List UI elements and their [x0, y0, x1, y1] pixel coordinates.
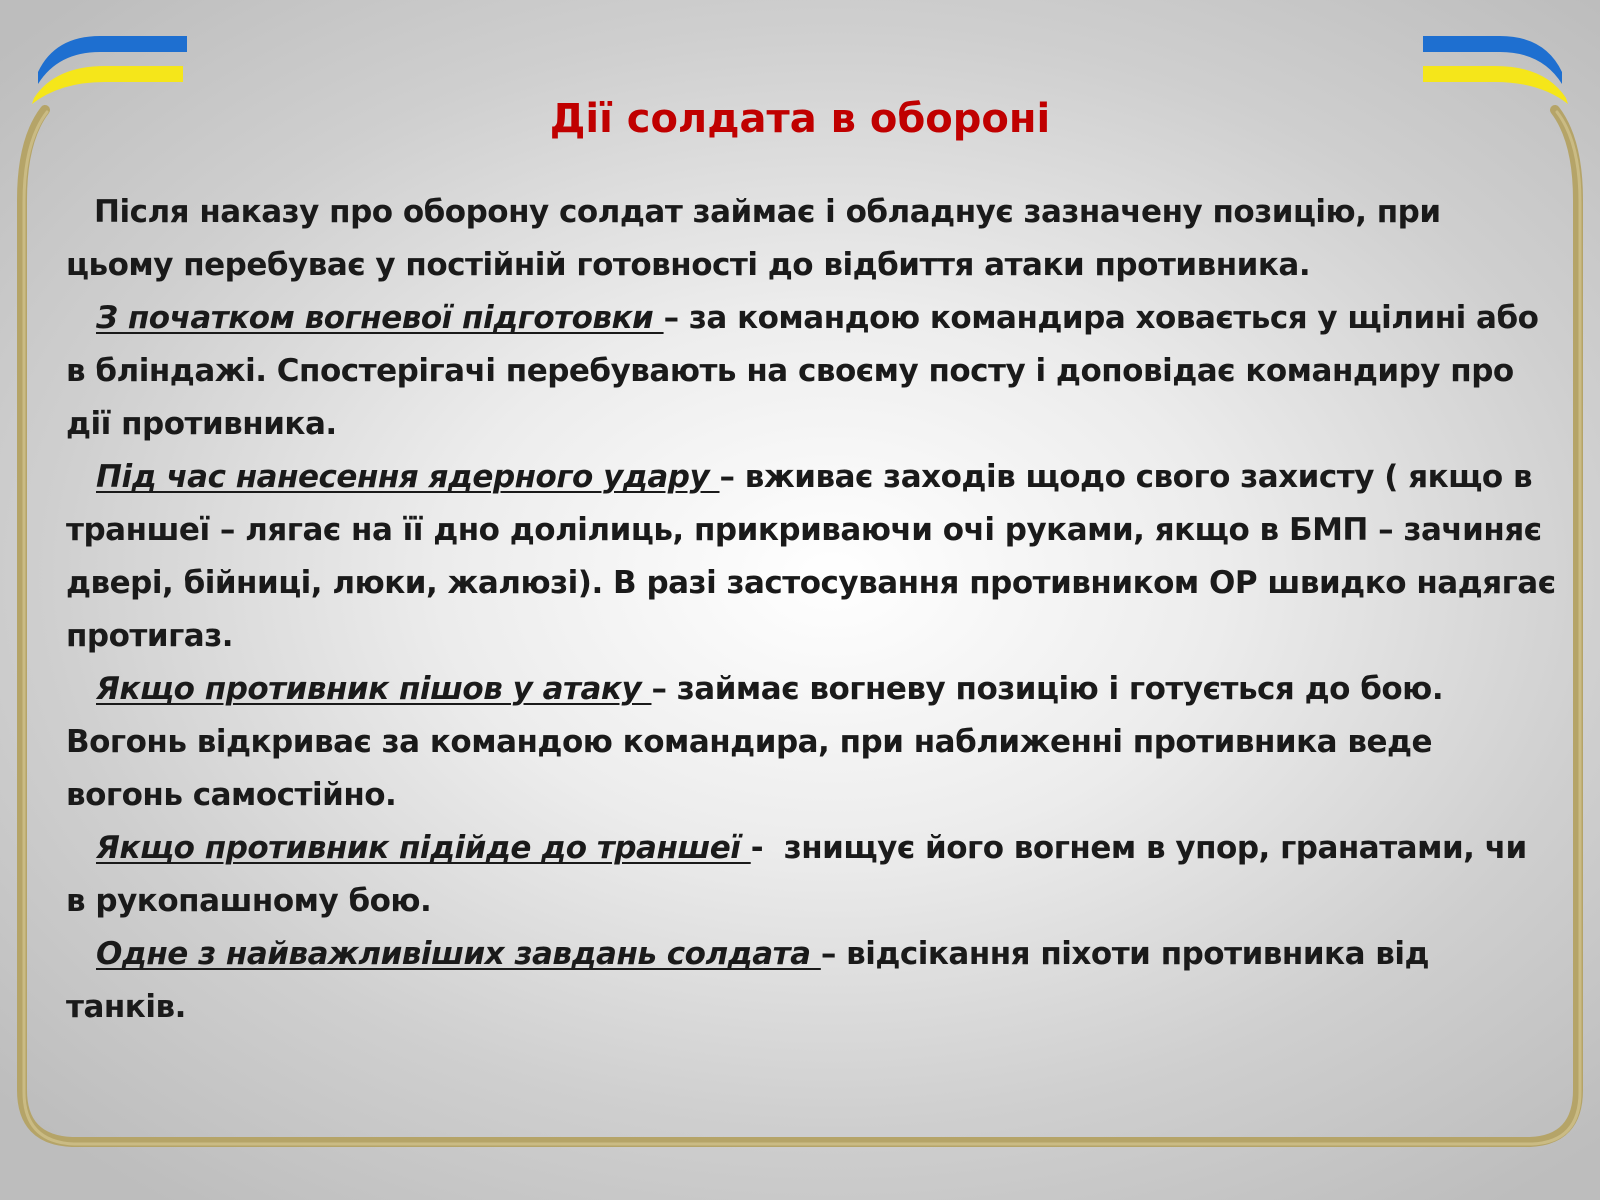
item-lead: Одне з найважливіших завдань солдата: [96, 936, 821, 972]
intro-paragraph: [66, 186, 1556, 292]
slide-title: Дії солдата в обороні: [549, 96, 1051, 142]
item-text: знищує його вогнем в упор, гранатами, чи в рукопашному бою.: [66, 830, 1538, 919]
item-lead: Якщо противник пішов у атаку: [96, 671, 652, 707]
intro-text: Після наказу про оборону солдат займає і обладнує зазначену позицію, при цьому перебуває у постійній готовності до відбиття атаки противника.: [66, 194, 1441, 283]
item-lead: З початком вогневої підготовки: [96, 300, 664, 336]
list-item: [66, 292, 1556, 451]
item-text: займає вогневу позицію і готується до бою. Вогонь відкриває за командою командира, при наближенні противника веде вогонь самостійно.: [66, 671, 1444, 813]
flag-ribbon-right-icon: [1423, 36, 1568, 104]
list-item: [66, 928, 1556, 1034]
slide-body: [66, 186, 1556, 1034]
list-item: [66, 451, 1556, 663]
item-separator: –: [663, 300, 679, 336]
item-separator: –: [820, 936, 836, 972]
item-separator: –: [651, 671, 667, 707]
list-item: [66, 822, 1556, 928]
flag-ribbon-left-icon: [32, 36, 187, 104]
item-separator: -: [750, 830, 764, 866]
item-lead: Якщо противник підійде до траншеї: [96, 830, 751, 866]
item-text: вживає заходів щодо свого захисту ( якщо в траншеї – лягає на її дно долілиць, прикриваючи очі руками, якщо в БМП – зачиняє двері, бійниці, люки, жалюзі). В разі застосування противником ОР швидко надягає протигаз.: [66, 459, 1556, 654]
item-lead: Під час нанесення ядерного удару: [96, 459, 720, 495]
item-text: відсікання піхоти противника від танків.: [66, 936, 1430, 1025]
item-separator: –: [719, 459, 735, 495]
item-text: за командою командира ховається у щілині або в бліндажі. Спостерігачі перебувають на своєму посту і доповідає командиру про дії противника.: [66, 300, 1539, 442]
list-item: [66, 663, 1556, 822]
